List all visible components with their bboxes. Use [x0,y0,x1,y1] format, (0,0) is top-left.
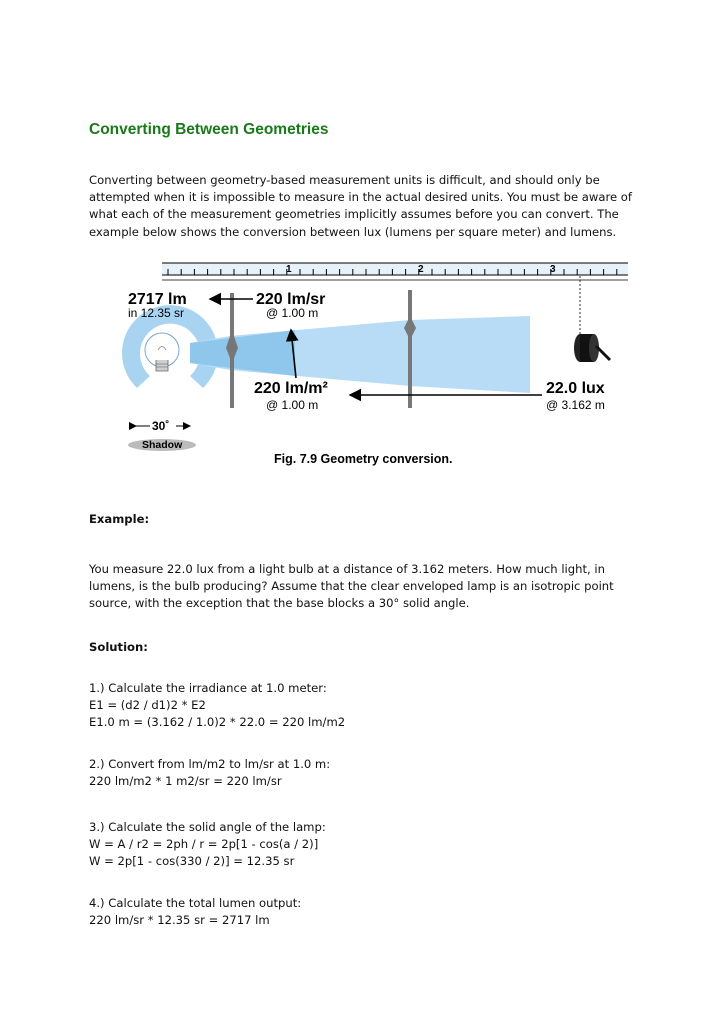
ruler-label-1: 1 [286,264,292,275]
step-1-line-1: E1 = (d2 / d1)2 * E2 [89,698,206,712]
step-1-line-2: E1.0 m = (3.162 / 1.0)2 * 22.0 = 220 lm/m2 [89,715,346,729]
geometry-figure [110,258,630,472]
page-title: Converting Between Geometries [89,121,329,138]
step-4-title: 4.) Calculate the total lumen output: [89,896,302,910]
step-2-line-1: 220 lm/m2 * 1 m2/sr = 220 lm/sr [89,774,282,788]
intensity-distance-label: @ 1.00 m [266,306,319,320]
ruler-label-2: 2 [418,264,424,275]
irradiance-far-label: 22.0 lux [546,380,605,397]
light-bulb-icon [145,333,179,371]
step-3-title: 3.) Calculate the solid angle of the lamp: [89,820,326,834]
geometry-diagram [110,258,630,468]
step-1-title: 1.) Calculate the irradiance at 1.0 meter: [89,681,327,695]
ruler-label-3: 3 [550,264,556,275]
lamp-sr-label: in 12.35 sr [128,306,185,320]
step-3-line-1: W = A / r2 = 2ph / r = 2p[1 - cos(a / 2)] [89,837,319,851]
example-label: Example: [89,512,150,526]
irradiance-far-distance-label: @ 3.162 m [546,398,605,412]
irradiance-near-label: 220 lm/m² [254,380,328,397]
aperture-1 [226,293,238,408]
solution-label: Solution: [89,640,148,654]
shadow-label: Shadow [142,439,183,451]
light-meter-icon [574,334,610,362]
step-2-title: 2.) Convert from lm/m2 to lm/sr at 1.0 m: [89,757,331,771]
intensity-label: 220 lm/sr [256,291,326,308]
irradiance-near-distance-label: @ 1.00 m [266,398,319,412]
intro-paragraph: Converting between geometry-based measurement units is difficult, and should only be attempted when it is impossible to measure in the actual desired units. You must be aware of what each of the measurement geometries implicitly assumes before you can convert. The example below shows the conversion between lux (lumens per square meter) and lumens. [89,173,632,239]
example-paragraph: You measure 22.0 lux from a light bulb at a distance of 3.162 meters. How much light, in lumens, is the bulb producing? Assume that the clear enveloped lamp is an isotropic point source, with the exception that the base blocks a 30° solid angle. [89,562,614,611]
step-4-line-1: 220 lm/sr * 12.35 sr = 2717 lm [89,913,270,927]
shadow-angle-label: 30˚ [152,419,170,433]
shadow-marker [128,419,196,451]
lamp-lumens-label: 2717 lm [128,291,187,308]
step-3-line-2: W = 2p[1 - cos(330 / 2)] = 12.35 sr [89,854,295,868]
figure-caption: Fig. 7.9 Geometry conversion. [274,452,453,466]
